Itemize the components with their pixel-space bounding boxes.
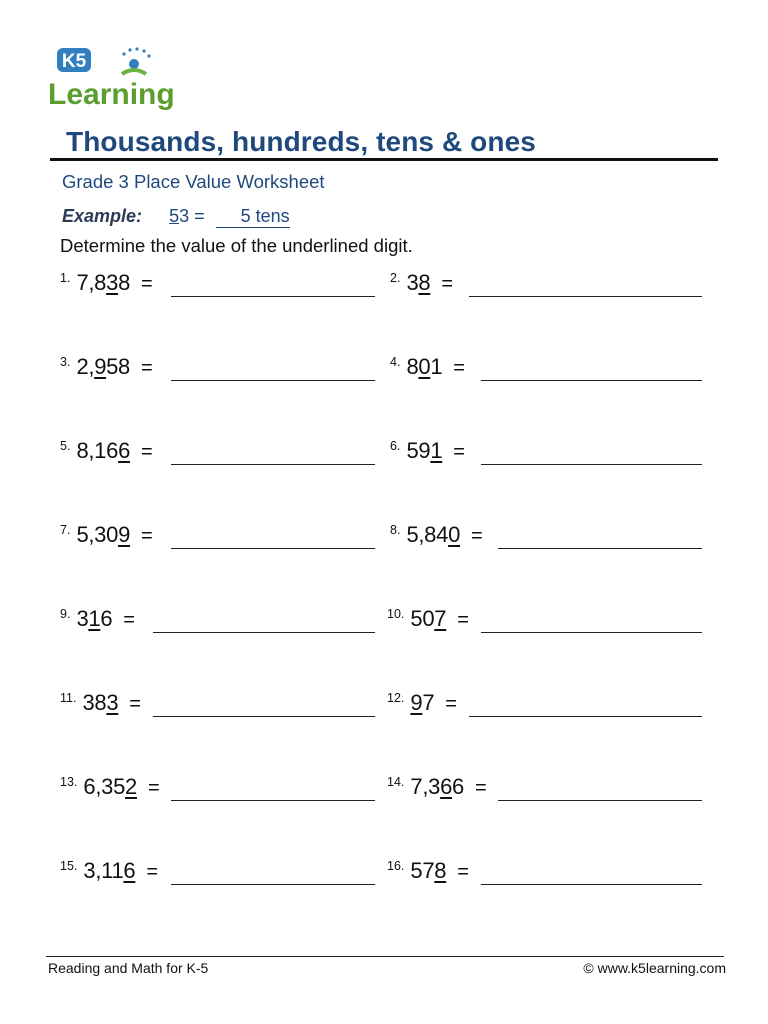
equals-sign: = — [129, 693, 141, 715]
problem-number: 7. — [60, 523, 71, 537]
answer-blank-14[interactable] — [498, 800, 702, 801]
problem-number: 14. — [387, 775, 405, 789]
instructions: Determine the value of the underlined digit. — [60, 235, 413, 256]
answer-blank-7[interactable] — [171, 548, 375, 549]
footer-tagline: Reading and Math for K-5 — [48, 960, 209, 976]
problem-7 — [60, 522, 153, 548]
equals-sign: = — [147, 777, 160, 799]
problem-13 — [60, 774, 160, 800]
problem-value: 801 — [406, 354, 443, 379]
problem-number: 6. — [390, 439, 401, 453]
problem-value: 2,958 — [76, 354, 130, 379]
problem-value: 507 — [410, 606, 447, 631]
example-line — [62, 206, 290, 228]
problem-value: 97 — [410, 690, 435, 715]
example-label: Example: — [62, 206, 143, 226]
problem-1 — [60, 270, 153, 296]
problem-2 — [390, 270, 453, 296]
problem-number: 16. — [387, 859, 405, 873]
equals-sign: = — [457, 609, 469, 631]
problem-8 — [390, 522, 483, 548]
problem-value: 316 — [76, 606, 113, 631]
equals-sign: = — [141, 441, 153, 463]
problem-number: 3. — [60, 355, 71, 369]
problem-3 — [60, 354, 153, 380]
problem-value: 5,309 — [76, 522, 130, 547]
equals-sign: = — [453, 441, 465, 463]
answer-blank-6[interactable] — [481, 464, 702, 465]
answer-blank-4[interactable] — [481, 380, 702, 381]
worksheet-subtitle: Grade 3 Place Value Worksheet — [62, 171, 325, 192]
problem-number: 12. — [387, 691, 405, 705]
problem-number: 10. — [387, 607, 405, 621]
problem-4 — [390, 354, 465, 380]
problem-10 — [387, 606, 469, 632]
answer-blank-15[interactable] — [171, 884, 375, 885]
equals-sign: = — [474, 777, 487, 799]
problem-number: 5. — [60, 439, 71, 453]
problem-value: 383 — [82, 690, 119, 715]
equals-sign: = — [123, 609, 135, 631]
problem-16 — [387, 858, 469, 884]
answer-blank-1[interactable] — [171, 296, 375, 297]
problem-6 — [390, 438, 465, 464]
equals-sign: = — [457, 861, 469, 883]
svg-text:K5: K5 — [61, 51, 87, 72]
footer-divider — [46, 956, 724, 957]
example-answer: 5 tens — [216, 206, 290, 228]
problem-5 — [60, 438, 153, 464]
problem-number: 8. — [390, 523, 401, 537]
answer-blank-11[interactable] — [153, 716, 375, 717]
problem-value: 5,840 — [406, 522, 460, 547]
equals-sign: = — [471, 525, 483, 547]
equals-sign: = — [141, 525, 153, 547]
page-title: Thousands, hundreds, tens & ones — [66, 126, 536, 157]
equals-sign: = — [141, 273, 153, 295]
problem-value: 7,366 — [410, 774, 464, 799]
problem-9 — [60, 606, 135, 632]
footer-website[interactable]: © www.k5learning.com — [583, 960, 726, 976]
answer-blank-2[interactable] — [469, 296, 702, 297]
problem-value: 591 — [406, 438, 443, 463]
answer-blank-3[interactable] — [171, 380, 375, 381]
problem-value: 578 — [410, 858, 447, 883]
problem-number: 15. — [60, 859, 78, 873]
equals-sign: = — [453, 357, 465, 379]
problem-number: 9. — [60, 607, 71, 621]
problem-number: 1. — [60, 271, 71, 285]
problem-value: 3,116 — [83, 858, 136, 883]
problem-number: 4. — [390, 355, 401, 369]
answer-blank-16[interactable] — [481, 884, 702, 885]
problem-number: 11. — [60, 691, 77, 705]
problem-number: 13. — [60, 775, 78, 789]
problem-11 — [60, 690, 141, 716]
equals-sign: = — [441, 273, 453, 295]
k5-learning-logo — [46, 44, 191, 110]
example-number: 53 = — [169, 206, 205, 226]
title-divider — [50, 158, 718, 161]
problem-value: 38 — [406, 270, 431, 295]
equals-sign: = — [141, 357, 153, 379]
answer-blank-13[interactable] — [171, 800, 375, 801]
answer-blank-10[interactable] — [481, 632, 702, 633]
problem-value: 8,166 — [76, 438, 130, 463]
problem-number: 2. — [390, 271, 401, 285]
equals-sign: = — [146, 861, 159, 883]
problem-value: 6,352 — [83, 774, 137, 799]
problem-15 — [60, 858, 158, 884]
answer-blank-9[interactable] — [153, 632, 375, 633]
equals-sign: = — [445, 693, 457, 715]
problem-14 — [387, 774, 487, 800]
problem-12 — [387, 690, 457, 716]
answer-blank-5[interactable] — [171, 464, 375, 465]
answer-blank-8[interactable] — [498, 548, 702, 549]
answer-blank-12[interactable] — [469, 716, 702, 717]
svg-text:Learning: Learning — [48, 78, 175, 110]
problem-value: 7,838 — [76, 270, 130, 295]
